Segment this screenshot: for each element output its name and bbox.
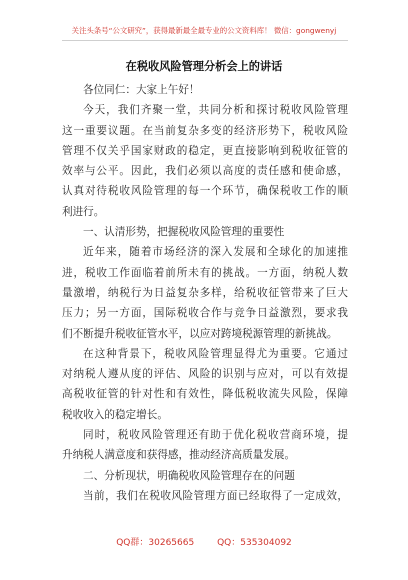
document-title: 在税收风险管理分析会上的讲话 (125, 60, 283, 73)
body-line: 在这种背景下，税收风险管理显得尤为重要。它通过 (83, 347, 348, 360)
body-line: 二、分析现状，明确税收风险管理存在的问题 (83, 469, 295, 482)
body-line: 进，税收工作面临着前所未有的挑战。一方面，纳税人数 (62, 266, 348, 279)
body-line: 对纳税人遵从度的评估、风险的识别与应对，可以有效提 (62, 368, 348, 381)
body-line: 压力；另一方面，国际税收合作与竞争日益激烈，要求我 (62, 307, 348, 320)
body-line: 这一重要议题。在当前复杂多变的经济形势下，税收风险 (62, 124, 348, 137)
header-divider (62, 40, 348, 41)
body-line: 各位同仁：大家上午好！ (83, 84, 200, 96)
body-line: 效率与公平。因此，我们必须以高度的责任感和使命感， (62, 165, 348, 178)
body-line: 高税收征管的针对性和有效性，降低税收流失风险，保障 (62, 388, 348, 401)
document-body (62, 80, 348, 506)
body-line: 量激增，纳税行为日益复杂多样，给税收征管带来了巨大 (62, 286, 348, 299)
body-line: 税收收入的稳定增长。 (62, 408, 168, 421)
body-line: 认真对待税收风险管理的每一个环节，确保税收工作的顺 (62, 185, 348, 198)
body-line: 今天，我们齐聚一堂，共同分析和探讨税收风险管理 (83, 104, 348, 117)
footer-contact (0, 535, 408, 548)
footer-qq-group: QQ群：30265665 (116, 538, 195, 548)
body-line: 近年来，随着市场经济的深入发展和全球化的加速推 (83, 246, 348, 259)
body-line: 当前，我们在税收风险管理方面已经取得了一定成效， (83, 489, 348, 502)
header-banner: 关注头条号“公文研究”，获得最新最全最专业的公文资料库！ 微信：gongwenyj (71, 26, 337, 35)
body-line: 管理不仅关乎国家财政的稳定，更直接影响到税收征管的 (62, 144, 348, 157)
body-line: 们不断提升税收征管水平，以应对跨境税源管理的新挑战。 (62, 327, 338, 340)
footer-qq-number: QQ：535304092 (217, 538, 292, 548)
body-line: 同时，税收风险管理还有助于优化税收营商环境，提 (83, 429, 348, 442)
body-line: 利进行。 (62, 205, 105, 218)
body-line: 升纳税人满意度和获得感，推动经济高质量发展。 (62, 449, 296, 462)
body-line: 一、认清形势，把握税收风险管理的重要性 (83, 226, 285, 239)
